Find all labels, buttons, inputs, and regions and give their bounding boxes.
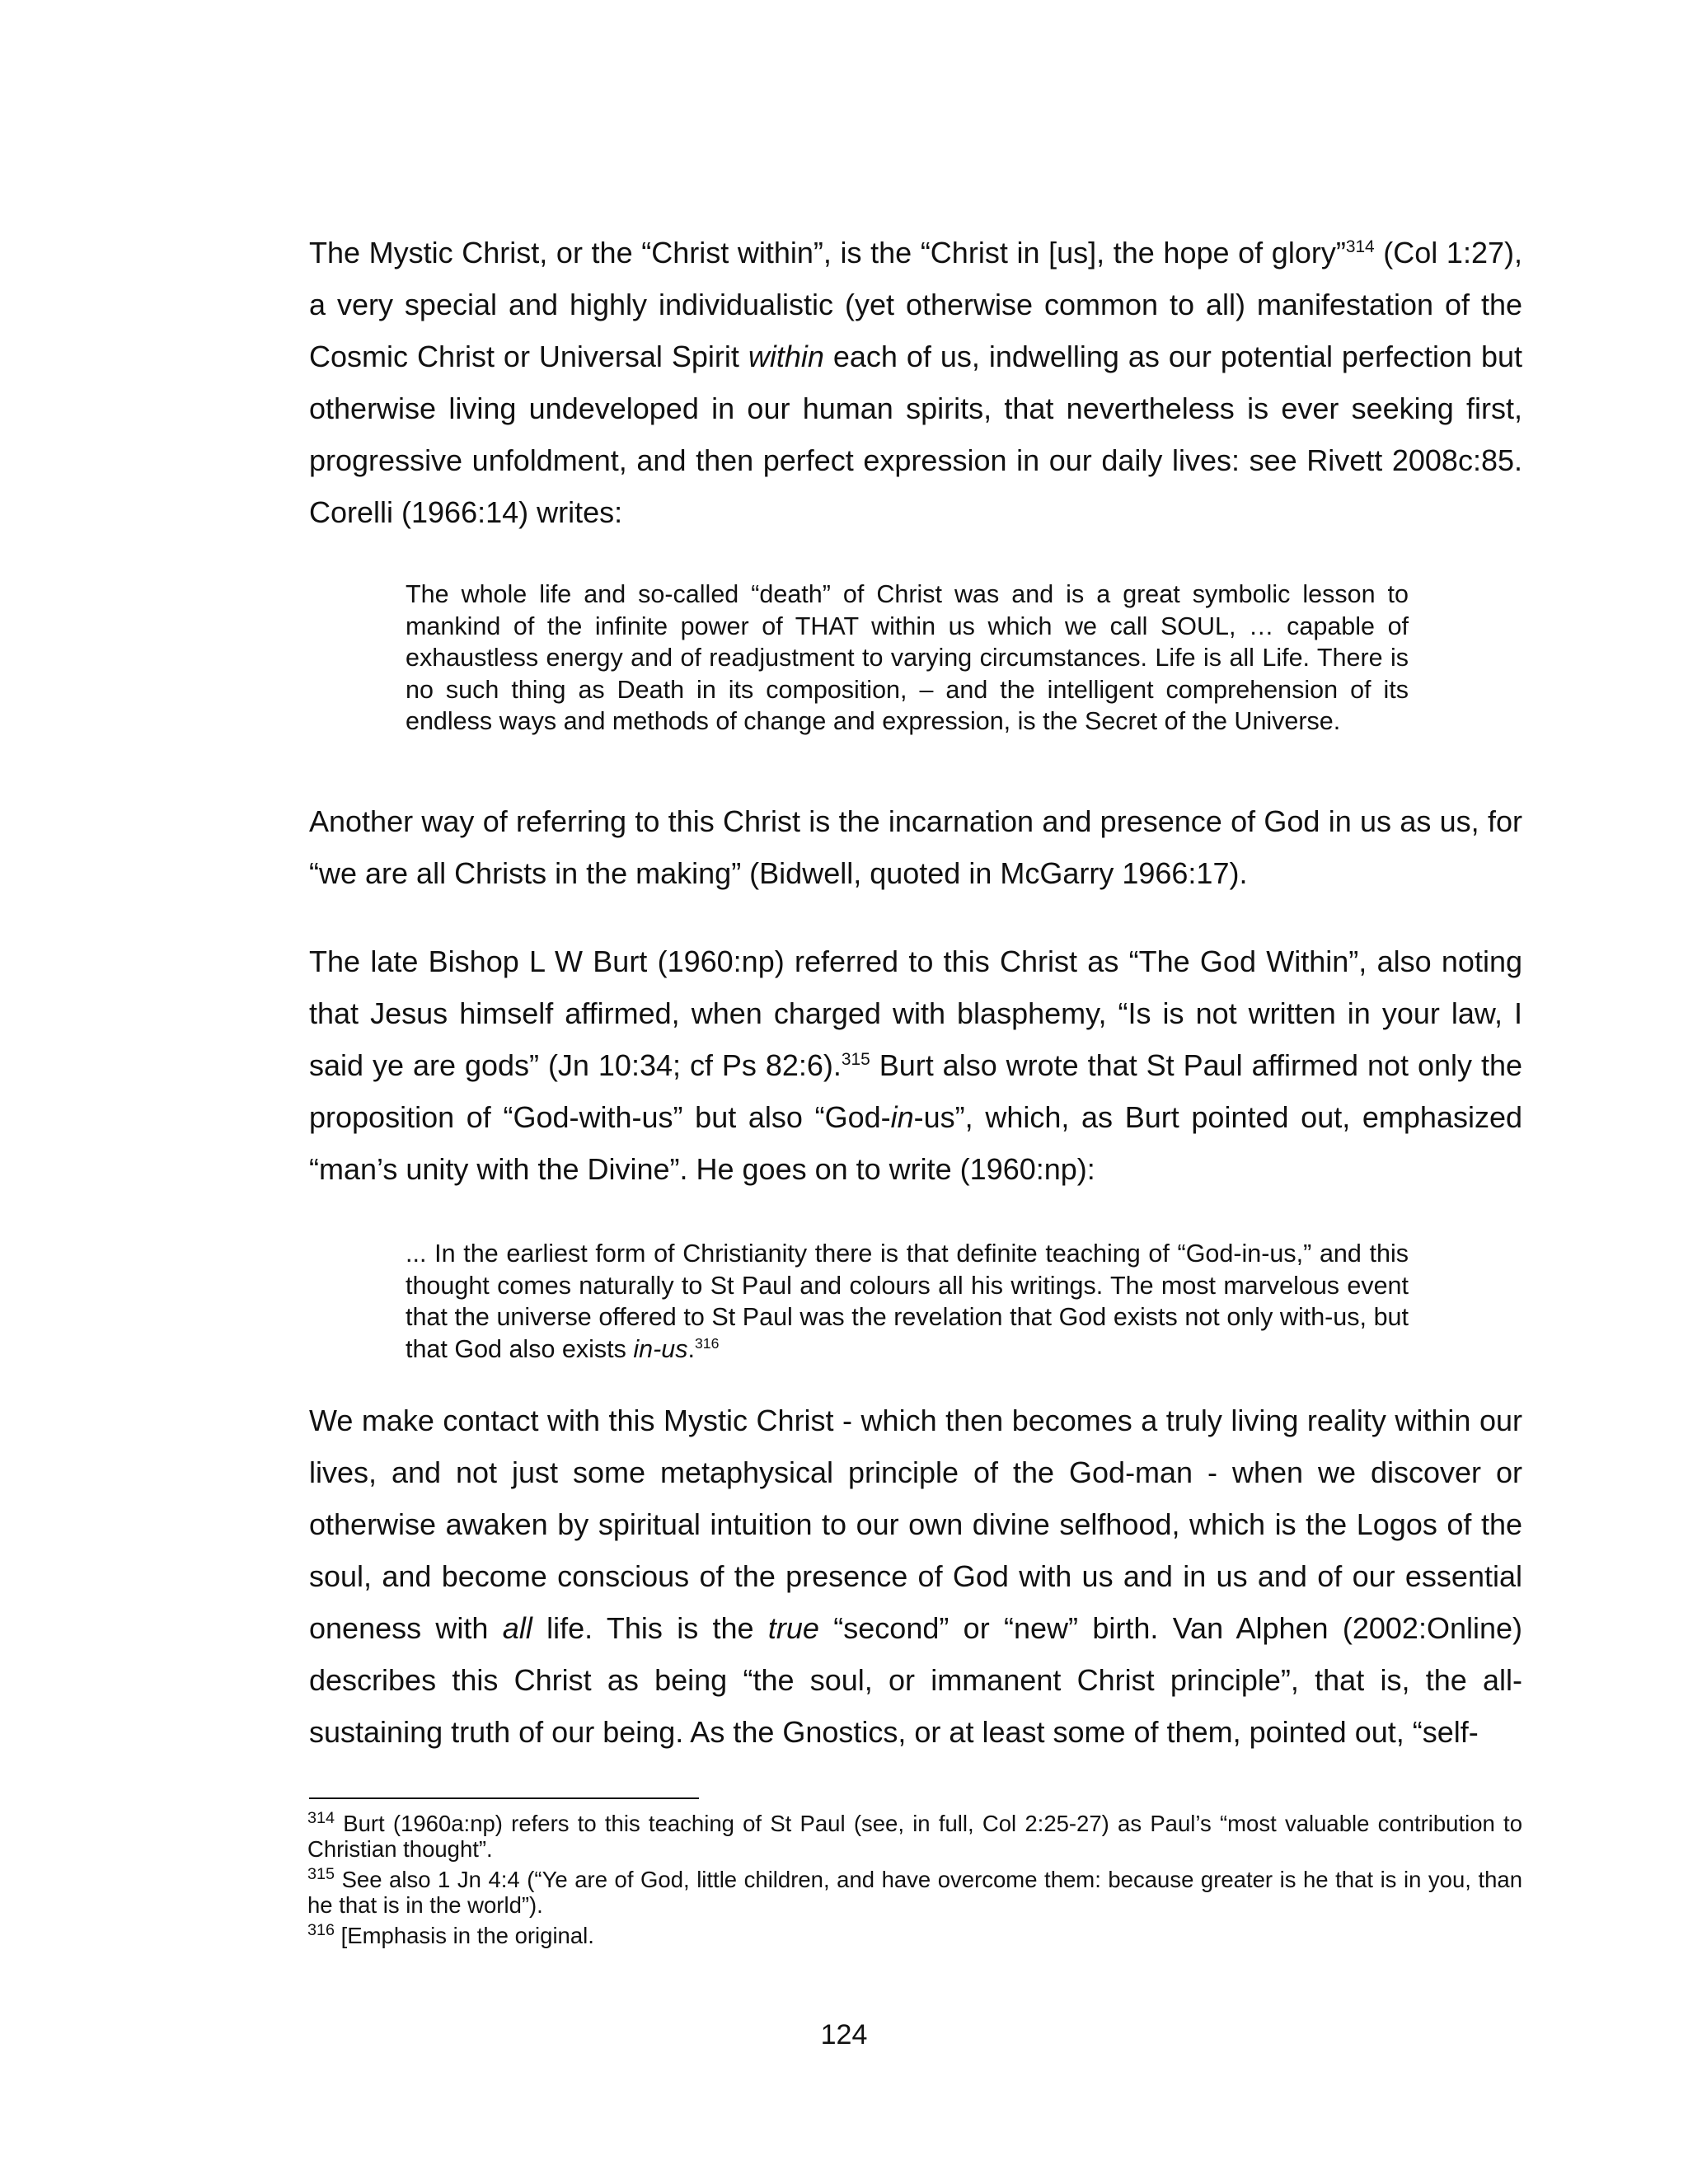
paragraph-bishop-burt <box>309 935 1522 1195</box>
text-run: “second” or “new” birth. Van Alphen (2002:Online) describes this Christ as being “the soul, or immanent Christ principle”, that is, the all-sustaining truth of our being. As the Gnostics, or at least some of them, pointed out, “self- <box>309 1611 1522 1749</box>
footnote-marker: 316 <box>307 1920 335 1939</box>
text-run: life. This is the <box>532 1611 768 1645</box>
emphasis-text: true <box>767 1611 819 1645</box>
footnote-separator <box>309 1797 699 1799</box>
text-run: Another way of referring to this Christ is the incarnation and presence of God in us as us, for “we are all Christs in the making” (Bidwell, quoted in McGarry 1966:17). <box>309 804 1522 890</box>
footnote-314 <box>307 1808 1522 1862</box>
footnote-marker: 316 <box>694 1334 720 1352</box>
text-run: See also 1 Jn 4:4 (“Ye are of God, little children, and have overcome them: because greater is he that is in you, than he that is in the world”). <box>307 1867 1522 1918</box>
text-run: The whole life and so-called “death” of Christ was and is a great symbolic lesson to mankind of the infinite power of THAT within us which we call SOUL, … capable of exhaustless energy and of readjustment to varying circumstances. Life is all Life. There is no such thing as Death in its composition, – and the intelligent comprehension of its endless ways and methods of change and expression, is the Secret of the Universe. <box>406 580 1409 735</box>
text-run: We make contact with this Mystic Christ - which then becomes a truly living reality within our lives, and not just some metaphysical principle of the God-man - when we discover or otherwise awaken by spiritual intuition to our own divine selfhood, which is the Logos of the soul, and become conscious of the presence of God with us and in us and of our essential oneness with <box>309 1404 1522 1645</box>
text-run: The Mystic Christ, or the “Christ within”, is the “Christ in [us], the hope of glory” <box>309 236 1346 269</box>
emphasis-text: within <box>748 340 824 373</box>
block-quote-corelli <box>406 579 1409 738</box>
emphasis-text: in <box>890 1100 914 1134</box>
footnote-marker: 315 <box>841 1050 870 1069</box>
text-run: each of us, indwelling as our potential perfection but otherwise living undeveloped in our human spirits, that nevertheless is ever seeking first, progressive unfoldment, and then perfect expression in our daily lives: see Rivett 2008c:85. Corelli (1966:14) writes: <box>309 340 1522 529</box>
paragraph-mystic-christ <box>309 227 1522 538</box>
text-run: -us”, which, as Burt pointed out, emphasized “man’s unity with the Divine”. He goes on to write (1960:np): <box>309 1100 1523 1186</box>
footnote-marker: 314 <box>1345 237 1375 256</box>
text-run: Burt also wrote that St Paul affirmed not only the proposition of “God-with-us” but also “God- <box>309 1048 1522 1134</box>
footnote-marker: 315 <box>307 1864 335 1883</box>
emphasis-text: all <box>502 1611 532 1645</box>
block-quote-burt <box>406 1238 1409 1365</box>
text-run: (Col 1:27), a very special and highly individualistic (yet otherwise common to all) manifestation of the Cosmic Christ or Universal Spirit <box>309 236 1522 373</box>
paragraph-contact <box>309 1394 1522 1758</box>
text-run: . <box>687 1334 695 1363</box>
text-run: Burt (1960a:np) refers to this teaching of St Paul (see, in full, Col 2:25-27) as Paul’s “most valuable contribution to Christian thought”. <box>307 1811 1522 1862</box>
text-run: [Emphasis in the original. <box>335 1923 594 1948</box>
paragraph-incarnation <box>309 795 1522 899</box>
footnote-marker: 314 <box>307 1808 335 1827</box>
text-run: The late Bishop L W Burt (1960:np) referred to this Christ as “The God Within”, also noting that Jesus himself affirmed, when charged with blasphemy, “Is is not written in your law, I said ye are gods” (Jn 10:34; cf Ps 82:6). <box>309 944 1522 1082</box>
text-run: ... In the earliest form of Christianity there is that definite teaching of “God-in-us,” and this thought comes naturally to St Paul and colours all his writings. The most marvelous event that the universe offered to St Paul was the revelation that God exists not only with-us, but that God also exists <box>406 1240 1409 1363</box>
footnote-316 <box>307 1920 1522 1948</box>
emphasis-text: in-us <box>633 1334 688 1363</box>
page-number: 124 <box>820 2019 868 2050</box>
footnote-315 <box>307 1864 1522 1918</box>
